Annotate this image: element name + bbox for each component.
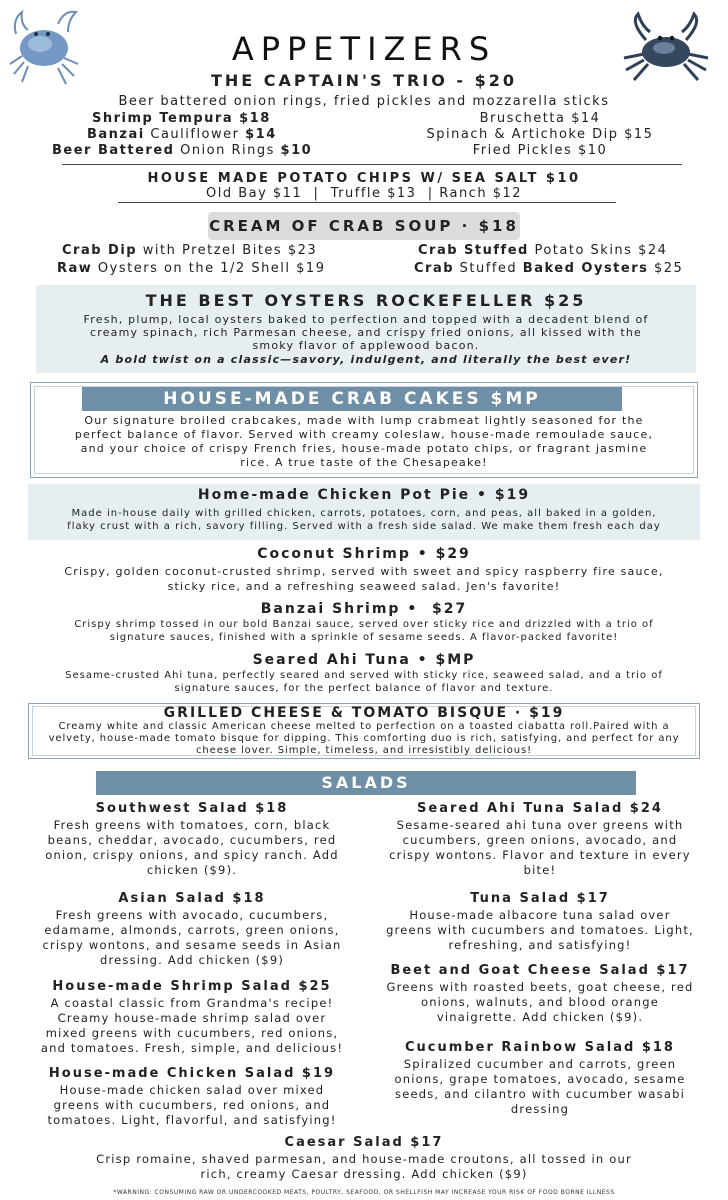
oysters-tagline: A bold twist on a classic—savory, indulgent, and literally the best ever! — [100, 353, 632, 366]
salad-desc-line: House-made chicken salad over mixed — [59, 1083, 325, 1097]
app-bruschetta: Bruschetta $14 — [479, 111, 601, 126]
banzai-desc-2: signature sauces, finished with a sprinkle of sesame seeds. A flavor-packed favorite! — [109, 632, 619, 643]
crab-stuffed-skins-item: Crab Stuffed Potato Skins $24 — [418, 243, 668, 258]
salad-desc-line: and tomatoes. Fresh, simple, and delicious! — [40, 1041, 344, 1055]
salad-title: House-made Chicken Salad $19 — [48, 1066, 336, 1081]
ahi-tuna-title: Seared Ahi Tuna • $MP — [252, 652, 476, 668]
coconut-desc-1: Crispy, golden coconut-crusted shrimp, served with sweet and spicy raspberry fire sauce, — [64, 565, 664, 578]
caesar-desc-2: rich, creamy Caesar dressing. Add chicken ($9) — [200, 1167, 528, 1181]
salad-title: Seared Ahi Tuna Salad $24 — [417, 801, 663, 816]
salad-desc-line: House-made albacore tuna salad over — [409, 908, 671, 922]
captains-trio-desc: Beer battered onion rings, fried pickles and mozzarella sticks — [118, 94, 610, 109]
coconut-shrimp-title: Coconut Shrimp • $29 — [257, 546, 471, 562]
salad-desc-line: onions, walnuts, and blood orange — [420, 995, 660, 1009]
chips-options: Old Bay $11 | Truffle $13 | Ranch $12 — [205, 186, 523, 201]
app-banzai-cauliflower: Banzai Cauliflower $14 — [87, 127, 277, 142]
cream-of-crab-soup-title: CREAM OF CRAB SOUP · $18 — [209, 217, 519, 235]
salad-title: Beet and Goat Cheese Salad $17 — [390, 963, 690, 978]
salad-title: Southwest Salad $18 — [95, 801, 289, 816]
potpie-title: Home-made Chicken Pot Pie • $19 — [197, 487, 531, 503]
crabcakes-banner: HOUSE-MADE CRAB CAKES $MP — [82, 387, 622, 411]
crab-stuffed-oysters-item: Crab Stuffed Baked Oysters $25 — [414, 261, 684, 276]
salad-desc-line: onion, crispy onions, and spicy ranch. Add — [45, 848, 339, 862]
salad-desc-line: mixed greens with cucumbers, red onions, — [45, 1026, 339, 1040]
salads-banner: SALADS — [96, 771, 636, 795]
grilled-cheese-title: GRILLED CHEESE & TOMATO BISQUE · $19 — [163, 705, 565, 721]
crabcakes-desc-1: Our signature broiled crabcakes, made with lump crabmeat lightly seasoned for the — [84, 414, 644, 427]
salad-desc-line: onions, grape tomatoes, avocado, sesame — [394, 1072, 686, 1086]
salad-desc-line: crispy wontons, and sesame seeds in Asian — [42, 938, 342, 952]
ahi-desc-1: Sesame-crusted Ahi tuna, perfectly seared and served with sticky rice, seaweed salad, and a trio of — [65, 670, 663, 681]
grilled-desc-2: velvety, house-made tomato bisque for dipping. This comforting duo is rich, satisfying, and perfect for any — [48, 733, 680, 744]
salad-desc-line: beans, cheddar, avocado, cucumbers, red — [47, 833, 337, 847]
crabcakes-desc-4: rice. A true taste of the Chesapeake! — [240, 456, 488, 469]
salad-desc-line: Fresh greens with avocado, cucumbers, — [55, 908, 329, 922]
crab-dip-item: Crab Dip with Pretzel Bites $23 — [62, 243, 318, 258]
salad-title: House-made Shrimp Salad $25 — [52, 979, 332, 994]
salad-desc-line: Spiralized cucumber and carrots, green — [403, 1057, 677, 1071]
caesar-desc-1: Crisp romaine, shaved parmesan, and house-made croutons, all tossed in our — [96, 1152, 632, 1166]
chips-title: HOUSE MADE POTATO CHIPS W/ SEA SALT $10 — [147, 171, 581, 186]
app-spinach-dip: Spinach & Artichoke Dip $15 — [426, 127, 654, 142]
salad-desc-line: dressing. Add chicken ($9) — [99, 953, 285, 967]
salad-desc-line: bite! — [523, 863, 557, 877]
salad-desc-line: greens with cucumbers and tomatoes. Light, — [386, 923, 694, 937]
page-title: APPETIZERS — [231, 30, 497, 68]
salad-desc-line: tomatoes. Light, flavorful, and satisfying! — [47, 1113, 337, 1127]
crabcakes-desc-2: perfect balance of flavor. Served with creamy coleslaw, house-made remoulade sauce, — [74, 428, 654, 441]
potpie-desc-1: Made in-house daily with grilled chicken, carrots, potatoes, corn, and peas, all baked in a golden, — [71, 508, 657, 519]
salad-title: Asian Salad $18 — [118, 891, 266, 906]
grilled-desc-1: Creamy white and classic American cheese melted to perfection on a toasted ciabatta roll.Paired with a — [58, 721, 670, 732]
salad-desc-line: edamame, almonds, carrots, green onions, — [44, 923, 340, 937]
salad-title: Tuna Salad $17 — [470, 891, 610, 906]
app-beer-battered-rings: Beer Battered Onion Rings $10 — [52, 143, 313, 158]
crabcakes-desc-3: and your choice of crispy French fries, house-made potato chips, or fragrant jasmine — [80, 442, 648, 455]
salad-desc-line: Greens with roasted beets, goat cheese, red — [386, 980, 694, 994]
divider — [62, 164, 682, 165]
banzai-desc-1: Crispy shrimp tossed in our bold Banzai sauce, served over sticky rice and drizzled with a trio of — [74, 619, 654, 630]
salad-desc-line: vinaigrette. Add chicken ($9). — [436, 1010, 644, 1024]
coconut-desc-2: sticky rice, and a refreshing seaweed salad. Jen's favorite! — [167, 580, 561, 593]
salad-title: Cucumber Rainbow Salad $18 — [405, 1040, 675, 1055]
divider — [118, 202, 616, 203]
raw-oysters-item: Raw Oysters on the 1/2 Shell $19 — [57, 261, 326, 276]
salad-desc-line: refreshing, and satisfying! — [448, 938, 632, 952]
caesar-salad-title: Caesar Salad $17 — [284, 1135, 444, 1150]
grilled-desc-3: cheese lover. Simple, timeless, and irresistibly delicious! — [196, 745, 532, 756]
salad-desc-line: Sesame-seared ahi tuna over greens with — [396, 818, 684, 832]
captains-trio-title: THE CAPTAIN'S TRIO - $20 — [210, 71, 517, 90]
salad-desc-line: chicken ($9). — [146, 863, 238, 877]
ahi-desc-2: signature sauces, for the perfect balance of flavor and texture. — [174, 683, 554, 694]
banzai-shrimp-title: Banzai Shrimp • $27 — [260, 601, 468, 617]
food-safety-warning: *WARNING: CONSUMING RAW OR UNDERCOOKED MEATS, POULTRY, SEAFOOD, OR SHELLFISH MAY INCREASE YOUR RISK OF FOOD BORNE ILLNESS — [113, 1189, 615, 1196]
app-fried-pickles: Fried Pickles $10 — [472, 143, 608, 158]
app-shrimp-tempura: Shrimp Tempura $18 — [92, 111, 271, 126]
oysters-desc-3: smoky flavor of applewood bacon. — [252, 339, 480, 352]
salad-desc-line: A coastal classic from Grandma's recipe! — [50, 996, 334, 1010]
salad-desc-line: seeds, and cilantro with cucumber wasabi — [395, 1087, 685, 1101]
salad-desc-line: Creamy house-made shrimp salad over — [57, 1011, 327, 1025]
salad-desc-line: crispy wontons. Flavor and texture in every — [389, 848, 691, 862]
salad-desc-line: Fresh greens with tomatoes, corn, black — [53, 818, 331, 832]
salad-desc-line: greens with cucumbers, red onions, and — [53, 1098, 331, 1112]
potpie-desc-2: flaky crust with a rich, savory filling. Served with a fresh side salad. We make them fresh each day — [67, 521, 661, 532]
salad-desc-line: cucumbers, green onions, avocado, and — [402, 833, 678, 847]
oysters-desc-1: Fresh, plump, local oysters baked to perfection and topped with a decadent blend of — [83, 313, 649, 326]
oysters-title: THE BEST OYSTERS ROCKEFELLER $25 — [145, 291, 587, 310]
oysters-desc-2: creamy spinach, rich Parmesan cheese, and crispy fried onions, all kissed with the — [89, 326, 642, 339]
salad-desc-line: dressing — [510, 1102, 570, 1116]
